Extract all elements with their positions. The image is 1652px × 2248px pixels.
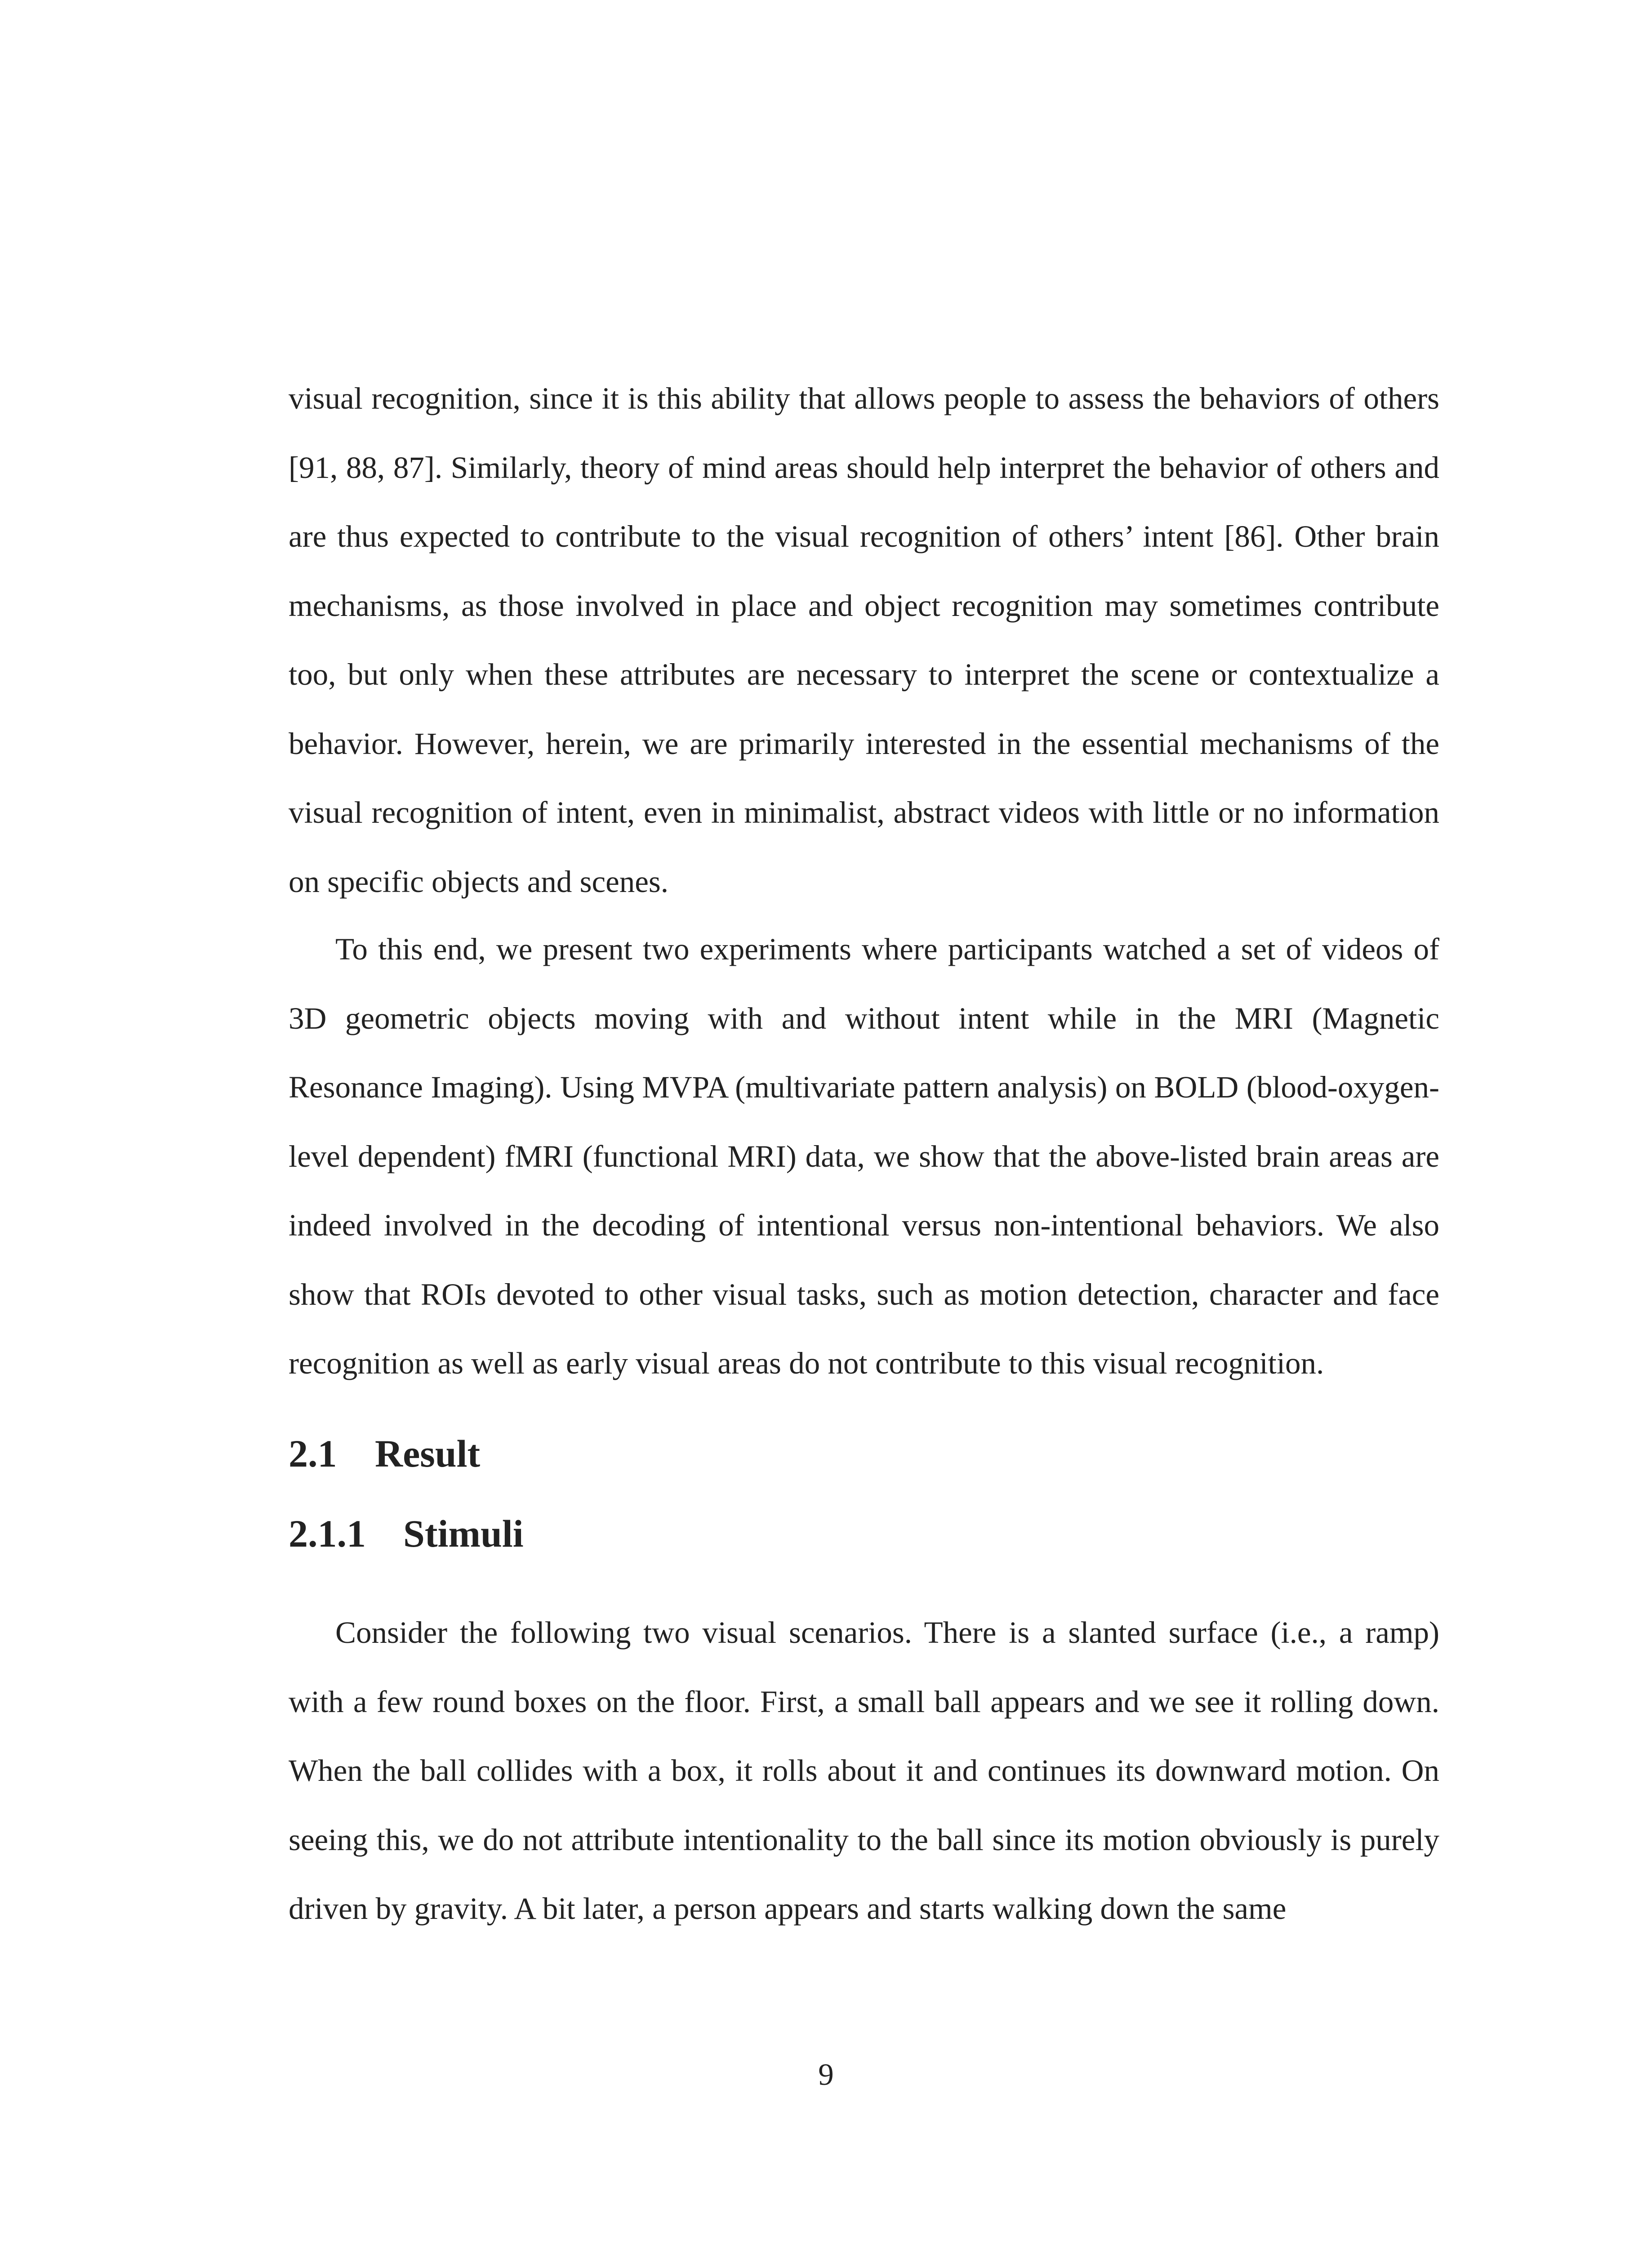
page-number: 9 <box>818 2057 834 2092</box>
paragraph-experiments-overview: To this end, we present two experiments where participants watched a set of videos of 3D geometric objects moving with and without intent while in the MRI (Magnetic Resonance Imaging). Using MVPA (multivariate pattern analysis) on BOLD (blood-oxygen-level dependent) fMRI (functional MRI) data, we show that the above-listed brain areas are indeed involved in the decoding of intentional versus non-intentional behaviors. We also show that ROIs devoted to other visual tasks, such as motion detection, character and face recognition as well as early visual areas do not contribute to this visual recognition. <box>289 932 1439 1380</box>
subsection-number: 2.1.1 <box>289 1512 366 1555</box>
subsection-heading <box>289 1514 524 1553</box>
subsection-title: Stimuli <box>403 1512 524 1555</box>
section-number: 2.1 <box>289 1432 337 1475</box>
paragraph-stimuli: Consider the following two visual scenarios. There is a slanted surface (i.e., a ramp) with a few round boxes on the floor. First, a small ball appears and we see it rolling down. When the ball collides with a box, it rolls about it and continues its downward motion. On seeing this, we do not attribute intentionality to the ball since its motion obviously is purely driven by gravity. A bit later, a person appears and starts walking down the same <box>289 1615 1439 1926</box>
section-heading <box>289 1434 480 1473</box>
paragraph-intro-continuation: visual recognition, since it is this ability that allows people to assess the behaviors of others [91, 88, 87]. Similarly, theory of mind areas should help interpret the behavior of others and are thus expected to contribute to the visual recognition of others’ intent [86]. Other brain mechanisms, as those involved in place and object recognition may sometimes contribute too, but only when these attributes are necessary to interpret the scene or contextualize a behavior. However, herein, we are primarily interested in the essential mechanisms of the visual recognition of intent, even in minimalist, abstract videos with little or no information on specific objects and scenes. <box>289 381 1439 899</box>
section-title: Result <box>375 1432 481 1475</box>
